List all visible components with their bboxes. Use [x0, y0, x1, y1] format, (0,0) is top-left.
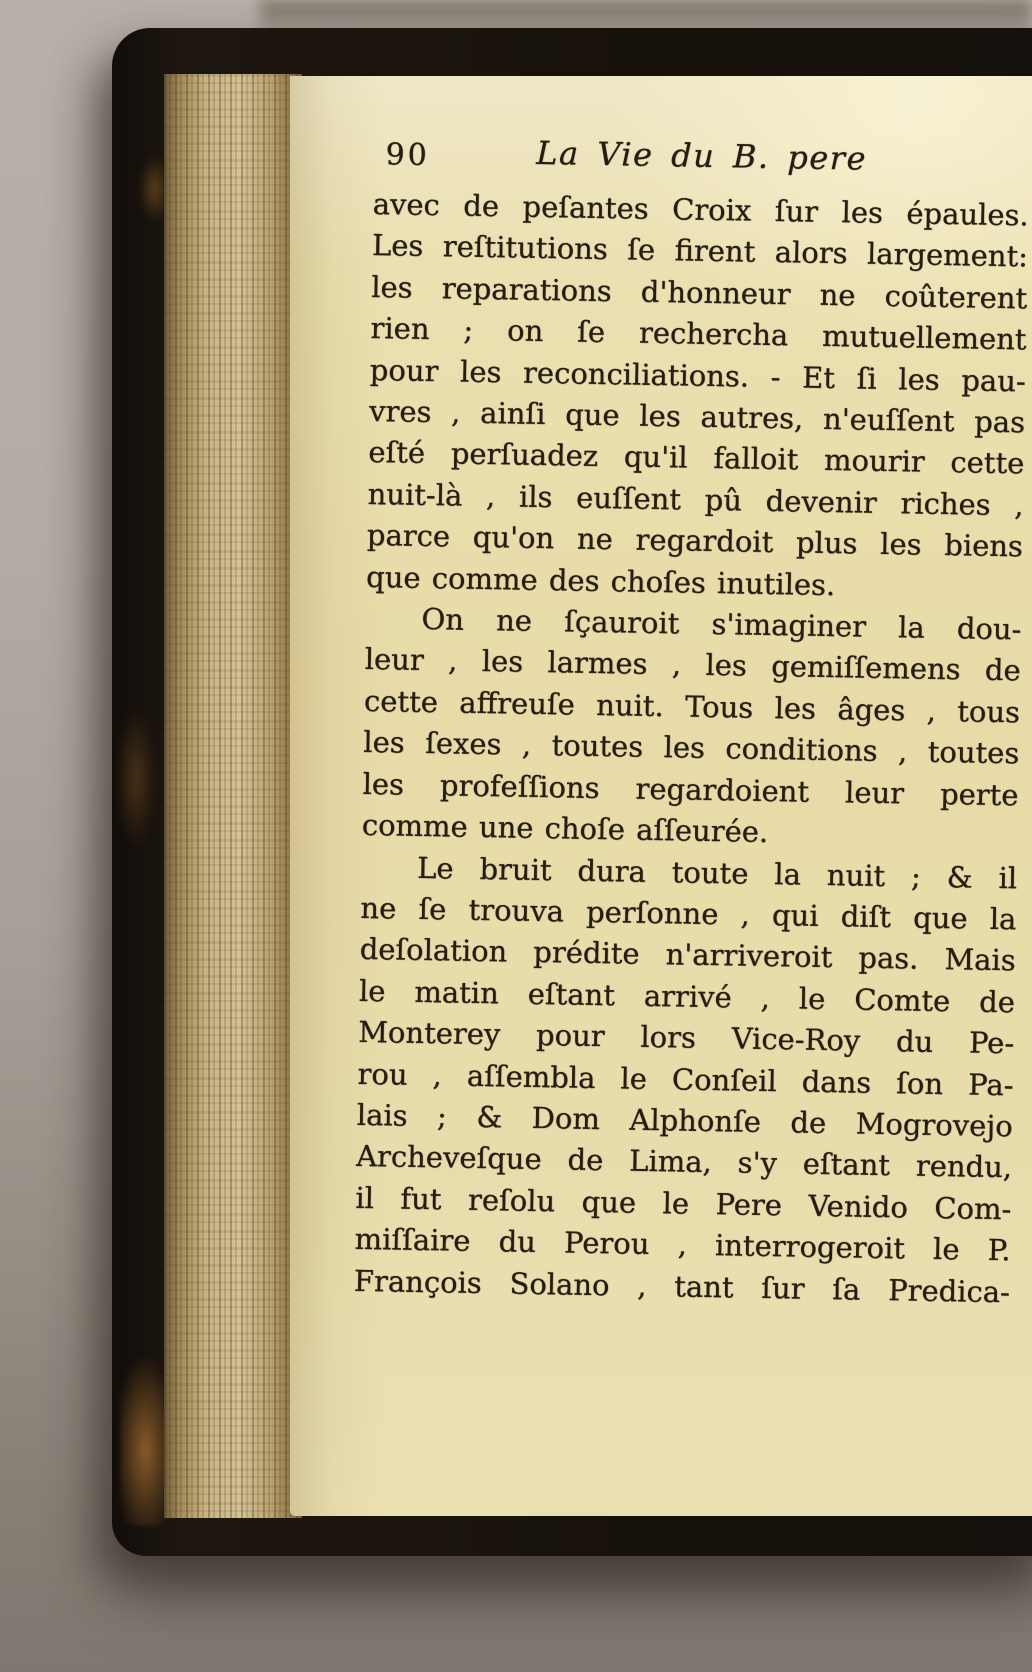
text-line: rien ; on ſe rechercha mutuellement — [370, 311, 1027, 357]
page-number: 90 — [385, 137, 431, 173]
text-line: leur , les larmes , les gemiſſemens de — [364, 642, 1021, 688]
text-line: François Solano , tant ſur ſa Predica- — [353, 1263, 1011, 1309]
text-line: les reparations d'honneur ne coûterent — [371, 269, 1028, 316]
text-line: cette affreuſe nuit. Tous les âges , tous — [363, 683, 1021, 730]
text-line: parce qu'on ne regardoit plus les biens — [366, 518, 1024, 564]
text-line: Les reſtitutions ſe firent alors largement: — [371, 228, 1029, 274]
text-line: vres , ainſi que les autres, n'euſſent pas — [368, 393, 1026, 440]
text-line: les ſexes , toutes les conditions , toutes — [363, 725, 1020, 771]
text-line: pour les reconciliations. - Et ſi les pau- — [369, 352, 1027, 399]
text-line: nuit-là , ils euſſent pû devenir riches , — [367, 476, 1024, 523]
text-line: il fut reſolu que le Pere Venido Com- — [355, 1180, 1012, 1227]
page-edges — [164, 74, 302, 1518]
text-line: ne ſe trouva perſonne , qui diſt que la — [360, 890, 1017, 937]
text-line: le matin eſtant arrivé , le Comte de — [358, 973, 1016, 1020]
text-line: lais ; & Dom Alphonſe de Mogrovejo — [356, 1097, 1014, 1144]
text-line: avec de peſantes Croix ſur les épaules. — [372, 186, 1029, 233]
book-page — [290, 76, 1032, 1516]
text-line: On ne ſçauroit s'imaginer la dou- — [421, 601, 1022, 647]
page-text-block — [354, 132, 1030, 1313]
text-line: Monterey pour lors Vice-Roy du Pe- — [357, 1014, 1015, 1061]
text-line: rou , aſſembla le Conſeil dans ſon Pa- — [357, 1056, 1014, 1102]
binding-wear-patch — [116, 708, 156, 848]
book-cover — [112, 28, 1032, 1556]
text-line: comme une choſe aſſeurée. — [361, 807, 769, 850]
text-line: Le bruit dura toute la nuit ; & il — [416, 850, 1018, 895]
text-line: deſolation prédite n'arriveroit pas. Mais — [359, 932, 1016, 978]
text-line: les profeſſions regardoient leur perte — [362, 766, 1019, 813]
running-title: La Vie du B. pere — [535, 133, 868, 178]
text-line: miſſaire du Perou , interrogeroit le P. — [354, 1221, 1011, 1268]
text-line: que comme des choſes inutiles. — [365, 559, 836, 602]
text-line: eſté perſuadez qu'il falloit mourir cette — [368, 435, 1025, 481]
text-line: Archeveſque de Lima, s'y eſtant rendu, — [355, 1139, 1013, 1185]
